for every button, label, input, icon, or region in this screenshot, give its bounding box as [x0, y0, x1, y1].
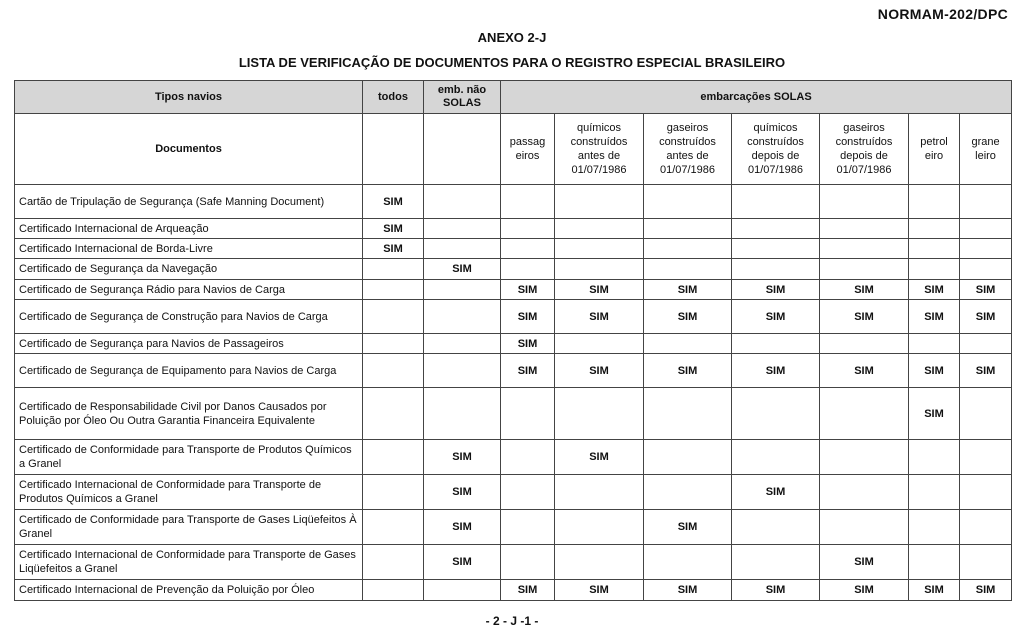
table-row [15, 580, 1012, 601]
header-todos-empty [363, 114, 424, 185]
table-row [15, 440, 1012, 475]
checklist-cell: SIM [501, 300, 555, 334]
checklist-cell [732, 510, 820, 545]
checklist-cell [424, 388, 501, 440]
checklist-cell [960, 239, 1012, 259]
document-name: Certificado de Responsabilidade Civil por Danos Causados por Poluição por Óleo Ou Outra Garantia Financeira Equivalente [15, 388, 363, 440]
header-ship-types: Tipos navios [15, 81, 363, 114]
header-solas-col: químicos construídos antes de 01/07/1986 [555, 114, 644, 185]
checklist-cell [501, 510, 555, 545]
checklist-cell [644, 259, 732, 280]
page-number: - 2 - J -1 - [485, 614, 539, 628]
verification-table [14, 80, 1012, 601]
checklist-cell [732, 440, 820, 475]
document-name: Certificado de Segurança Rádio para Navios de Carga [15, 280, 363, 300]
checklist-cell [644, 185, 732, 219]
table-header-row [15, 81, 1012, 114]
checklist-cell [555, 239, 644, 259]
document-name: Certificado de Segurança de Equipamento para Navios de Carga [15, 354, 363, 388]
checklist-cell [909, 239, 960, 259]
checklist-cell: SIM [424, 259, 501, 280]
header-solas-col: petrol eiro [909, 114, 960, 185]
checklist-cell [501, 440, 555, 475]
header-solas-col: gaseiros construídos antes de 01/07/1986 [644, 114, 732, 185]
checklist-cell [501, 545, 555, 580]
checklist-cell: SIM [644, 300, 732, 334]
checklist-cell [644, 219, 732, 239]
header-solas-col: passag eiros [501, 114, 555, 185]
checklist-cell [732, 239, 820, 259]
checklist-cell: SIM [960, 354, 1012, 388]
checklist-cell [363, 475, 424, 510]
document-code: NORMAM-202/DPC [877, 6, 1008, 22]
checklist-cell [555, 219, 644, 239]
checklist-cell [820, 185, 909, 219]
checklist-cell [820, 219, 909, 239]
checklist-cell [909, 440, 960, 475]
header-todos: todos [363, 81, 424, 114]
header-documents: Documentos [15, 114, 363, 185]
checklist-cell [424, 334, 501, 354]
checklist-cell [960, 475, 1012, 510]
checklist-cell [960, 545, 1012, 580]
checklist-cell [363, 545, 424, 580]
checklist-cell [644, 545, 732, 580]
document-name: Certificado de Segurança para Navios de Passageiros [15, 334, 363, 354]
document-name: Certificado de Conformidade para Transporte de Produtos Químicos a Granel [15, 440, 363, 475]
checklist-cell [732, 219, 820, 239]
document-name: Cartão de Tripulação de Segurança (Safe Manning Document) [15, 185, 363, 219]
checklist-cell [644, 440, 732, 475]
checklist-cell [501, 388, 555, 440]
checklist-cell: SIM [555, 300, 644, 334]
checklist-cell: SIM [501, 580, 555, 601]
table-row [15, 185, 1012, 219]
checklist-cell [363, 354, 424, 388]
checklist-cell [555, 388, 644, 440]
checklist-cell [909, 185, 960, 219]
checklist-cell [555, 259, 644, 280]
checklist-cell: SIM [363, 239, 424, 259]
checklist-cell: SIM [644, 580, 732, 601]
checklist-cell [644, 334, 732, 354]
annex-title: ANEXO 2-J [477, 30, 547, 45]
checklist-cell: SIM [644, 510, 732, 545]
document-name: Certificado Internacional de Prevenção da Poluição por Óleo [15, 580, 363, 601]
checklist-cell [909, 475, 960, 510]
checklist-cell [363, 300, 424, 334]
table-row [15, 545, 1012, 580]
table-subheader-row [15, 114, 1012, 185]
checklist-cell [555, 185, 644, 219]
checklist-cell [424, 185, 501, 219]
table-row [15, 388, 1012, 440]
table-row [15, 219, 1012, 239]
checklist-cell: SIM [555, 280, 644, 300]
checklist-cell: SIM [909, 300, 960, 334]
checklist-cell: SIM [909, 388, 960, 440]
checklist-cell [424, 354, 501, 388]
checklist-cell [644, 239, 732, 259]
table-row [15, 300, 1012, 334]
checklist-cell [644, 475, 732, 510]
checklist-cell [909, 510, 960, 545]
checklist-cell [820, 475, 909, 510]
checklist-cell [644, 388, 732, 440]
document-name: Certificado Internacional de Borda-Livre [15, 239, 363, 259]
checklist-cell [960, 185, 1012, 219]
table-row [15, 334, 1012, 354]
checklist-cell [501, 239, 555, 259]
checklist-cell: SIM [960, 280, 1012, 300]
table-row [15, 280, 1012, 300]
checklist-cell [424, 580, 501, 601]
document-name: Certificado de Segurança de Construção para Navios de Carga [15, 300, 363, 334]
checklist-cell [732, 334, 820, 354]
checklist-cell [424, 239, 501, 259]
table-row [15, 259, 1012, 280]
checklist-cell [555, 545, 644, 580]
checklist-cell [363, 388, 424, 440]
checklist-cell [363, 580, 424, 601]
checklist-cell [363, 259, 424, 280]
checklist-cell: SIM [501, 354, 555, 388]
checklist-cell: SIM [644, 280, 732, 300]
checklist-cell: SIM [960, 300, 1012, 334]
document-name: Certificado de Segurança da Navegação [15, 259, 363, 280]
checklist-cell [732, 185, 820, 219]
checklist-cell [960, 510, 1012, 545]
header-solas-col: gaseiros construídos depois de 01/07/1986 [820, 114, 909, 185]
checklist-cell: SIM [501, 280, 555, 300]
checklist-cell [960, 219, 1012, 239]
checklist-cell [501, 219, 555, 239]
checklist-cell [424, 280, 501, 300]
table-row [15, 510, 1012, 545]
header-non-solas-empty [424, 114, 501, 185]
checklist-cell [820, 334, 909, 354]
checklist-cell [732, 388, 820, 440]
checklist-cell [555, 334, 644, 354]
header-solas: embarcações SOLAS [501, 81, 1012, 114]
checklist-cell [732, 259, 820, 280]
document-name: Certificado Internacional de Conformidade para Transporte de Gases Liqüefeitos a Granel [15, 545, 363, 580]
table-row [15, 475, 1012, 510]
checklist-cell [501, 185, 555, 219]
checklist-cell: SIM [820, 280, 909, 300]
checklist-cell [909, 334, 960, 354]
checklist-cell [820, 239, 909, 259]
checklist-cell [424, 300, 501, 334]
checklist-cell [363, 280, 424, 300]
checklist-cell: SIM [732, 280, 820, 300]
checklist-cell: SIM [820, 580, 909, 601]
checklist-cell: SIM [909, 280, 960, 300]
table-row [15, 239, 1012, 259]
checklist-cell: SIM [363, 185, 424, 219]
checklist-cell [909, 545, 960, 580]
document-name: Certificado de Conformidade para Transporte de Gases Liqüefeitos À Granel [15, 510, 363, 545]
checklist-cell: SIM [424, 440, 501, 475]
checklist-cell: SIM [909, 580, 960, 601]
table-row [15, 354, 1012, 388]
checklist-cell [501, 475, 555, 510]
checklist-cell [820, 388, 909, 440]
document-name: Certificado Internacional de Conformidade para Transporte de Produtos Químicos a Granel [15, 475, 363, 510]
checklist-cell: SIM [644, 354, 732, 388]
checklist-cell [501, 259, 555, 280]
checklist-cell: SIM [501, 334, 555, 354]
checklist-cell: SIM [820, 300, 909, 334]
checklist-cell: SIM [820, 545, 909, 580]
checklist-cell: SIM [732, 475, 820, 510]
checklist-cell: SIM [960, 580, 1012, 601]
header-solas-col: químicos construídos depois de 01/07/1986 [732, 114, 820, 185]
checklist-cell: SIM [732, 354, 820, 388]
checklist-cell [820, 510, 909, 545]
checklist-cell [960, 334, 1012, 354]
checklist-cell [555, 475, 644, 510]
checklist-cell: SIM [732, 300, 820, 334]
checklist-cell: SIM [555, 354, 644, 388]
table-body [15, 185, 1012, 601]
document-name: Certificado Internacional de Arqueação [15, 219, 363, 239]
header-non-solas: emb. não SOLAS [424, 81, 501, 114]
checklist-cell: SIM [909, 354, 960, 388]
checklist-cell [732, 545, 820, 580]
checklist-cell [363, 334, 424, 354]
checklist-cell [820, 259, 909, 280]
page-title: LISTA DE VERIFICAÇÃO DE DOCUMENTOS PARA O REGISTRO ESPECIAL BRASILEIRO [238, 55, 786, 70]
checklist-cell [909, 259, 960, 280]
checklist-cell: SIM [820, 354, 909, 388]
checklist-cell: SIM [555, 580, 644, 601]
checklist-cell [424, 219, 501, 239]
checklist-cell [555, 510, 644, 545]
checklist-cell: SIM [424, 475, 501, 510]
checklist-cell: SIM [424, 510, 501, 545]
checklist-cell: SIM [363, 219, 424, 239]
checklist-cell [820, 440, 909, 475]
checklist-cell: SIM [732, 580, 820, 601]
checklist-cell [909, 219, 960, 239]
checklist-cell [960, 259, 1012, 280]
checklist-cell: SIM [424, 545, 501, 580]
checklist-cell: SIM [555, 440, 644, 475]
checklist-cell [960, 388, 1012, 440]
header-solas-col: grane leiro [960, 114, 1012, 185]
checklist-cell [363, 510, 424, 545]
checklist-cell [960, 440, 1012, 475]
checklist-cell [363, 440, 424, 475]
